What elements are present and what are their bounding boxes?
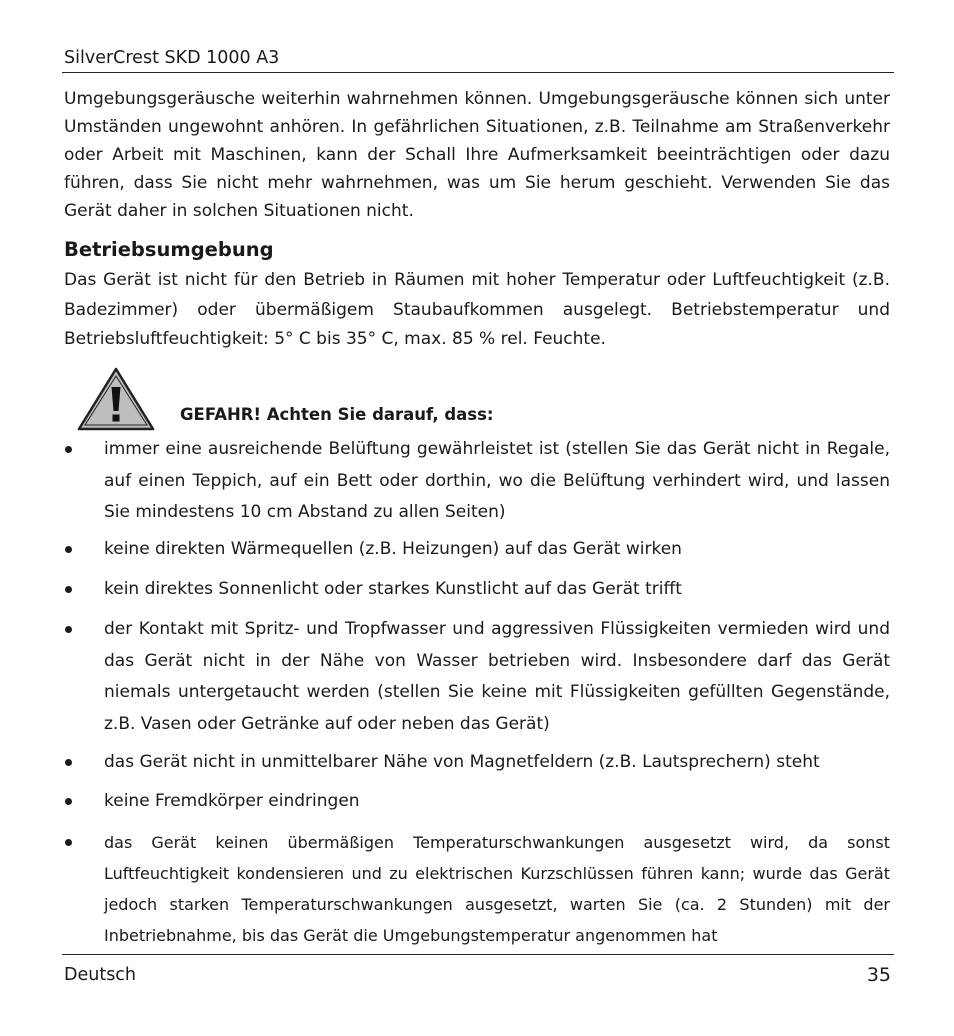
list-item: keine direkten Wärmequellen (z.B. Heizungen) auf das Gerät wirken xyxy=(104,539,682,559)
footer-language: Deutsch xyxy=(64,965,137,985)
bullet-dot xyxy=(65,759,72,766)
bullet-dot xyxy=(65,546,72,553)
bullet-dot xyxy=(65,586,72,593)
section-heading: Betriebsumgebung xyxy=(64,238,274,261)
list-item: kein direktes Sonnenlicht oder starkes Kunstlicht auf das Gerät trifft xyxy=(104,579,682,599)
warning-title: GEFAHR! Achten Sie darauf, dass: xyxy=(180,405,494,424)
header-rule xyxy=(62,72,894,73)
bullet-dot xyxy=(65,626,72,633)
warning-triangle-icon xyxy=(77,367,155,431)
bullet-dot xyxy=(65,839,72,846)
footer-rule xyxy=(62,954,894,955)
list-item: immer eine ausreichende Belüftung gewährleistet ist (stellen Sie das Gerät nicht in Regale, auf einen Teppich, auf ein Bett oder dorthin, wo die Belüftung verhindert wird, und lassen Sie mindestens 10 cm Abstand zu allen Seiten) xyxy=(104,439,890,522)
intro-paragraph: Umgebungsgeräusche weiterhin wahrnehmen können. Umgebungsgeräusche können sich unter Umständen ungewohnt anhören. In gefährlichen Situationen, z.B. Teilnahme am Straßenverkehr oder Arbeit mit Maschinen, kann der Schall Ihre Aufmerksamkeit beeinträchtigen oder dazu führen, dass Sie nicht mehr wahrnehmen, was um Sie herum geschieht. Verwenden Sie das Gerät daher in solchen Situationen nicht. xyxy=(64,89,890,221)
section-paragraph: Das Gerät ist nicht für den Betrieb in Räumen mit hoher Temperatur oder Luftfeuchtigkeit (z.B. Badezimmer) oder übermäßigem Staubaufkommen ausgelegt. Betriebstemperatur und Betriebsluftfeuchtigkeit: 5° C bis 35° C, max. 85 % rel. Feuchte. xyxy=(64,270,890,349)
bullet-dot xyxy=(65,798,72,805)
list-item: das Gerät keinen übermäßigen Temperaturschwankungen ausgesetzt wird, da sonst Luftfeuchtigkeit kondensieren und zu elektrischen Kurzschlüssen führen kann; wurde das Gerät jedoch starken Temperaturschwankungen ausgesetzt, warten Sie (ca. 2 Stunden) mit der Inbetriebnahme, bis das Gerät die Umgebungstemperatur angenommen hat xyxy=(104,833,890,945)
list-item: das Gerät nicht in unmittelbarer Nähe von Magnetfeldern (z.B. Lautsprechern) steht xyxy=(104,752,820,772)
page-number: 35 xyxy=(866,964,891,986)
bullet-dot xyxy=(65,446,72,453)
list-item: der Kontakt mit Spritz- und Tropfwasser und aggressiven Flüssigkeiten vermieden wird und das Gerät nicht in der Nähe von Wasser betrieben wird. Insbesondere darf das Gerät niemals untergetaucht werden (stellen Sie keine mit Flüssigkeiten gefüllten Gegenstände, z.B. Vasen oder Getränke auf oder neben das Gerät) xyxy=(104,619,890,734)
list-item: keine Fremdkörper eindringen xyxy=(104,791,360,811)
page-header-title: SilverCrest SKD 1000 A3 xyxy=(64,48,280,68)
